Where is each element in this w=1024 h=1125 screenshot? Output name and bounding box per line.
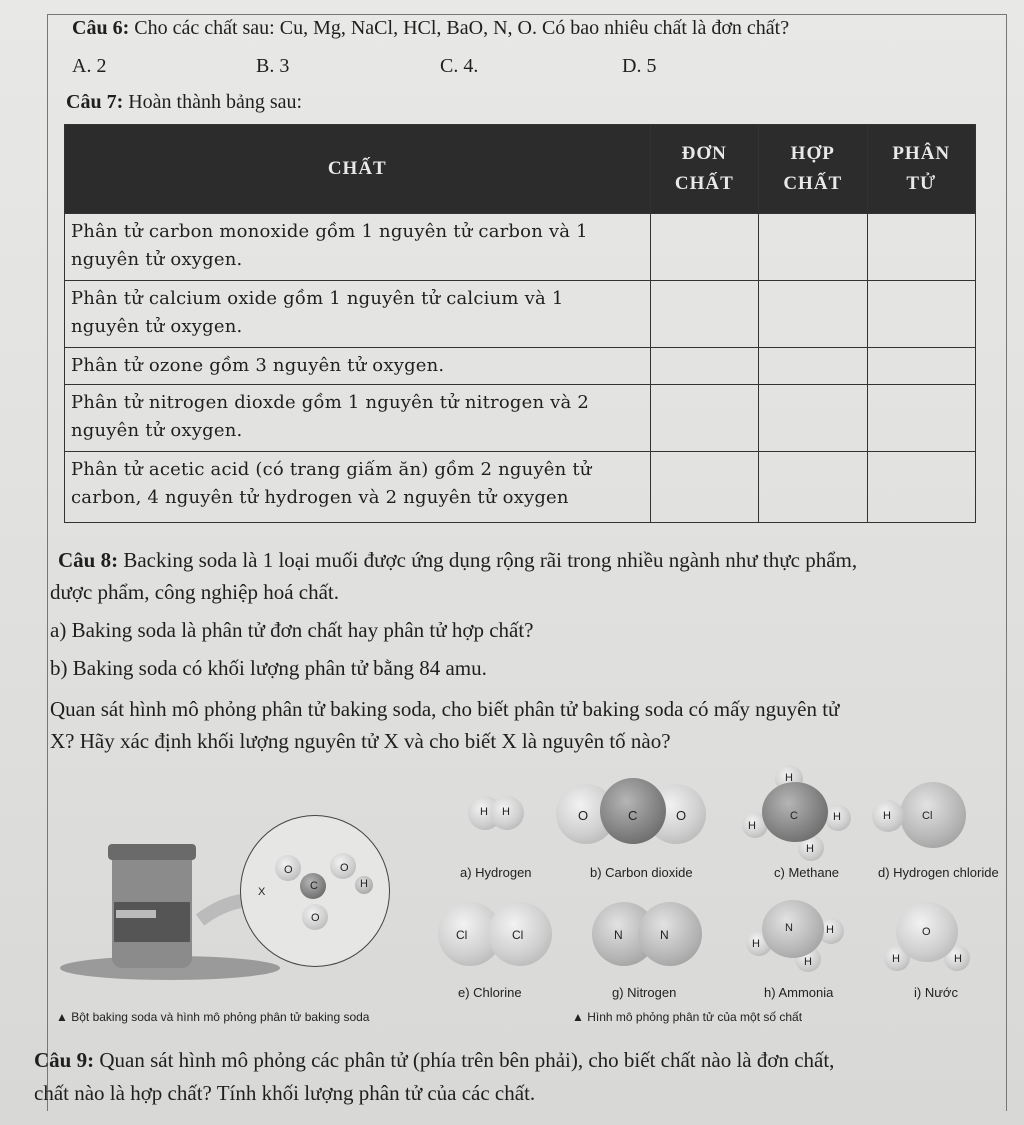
question-7 bbox=[66, 91, 302, 114]
methane-h-top-label: H bbox=[785, 772, 793, 784]
question-8-observe-2: X? Hãy xác định khối lượng nguyên tử X và cho biết X là nguyên tố nào? bbox=[50, 729, 671, 753]
ammonia-nitrogen bbox=[762, 900, 824, 958]
chlorine-atom-1-label: Cl bbox=[456, 928, 468, 942]
left-figure-caption-text: Bột baking soda và hình mô phỏng phân tử baking soda bbox=[71, 1010, 370, 1024]
header-don: ĐƠN bbox=[681, 143, 727, 164]
header-chat: CHẤT bbox=[65, 125, 651, 214]
header-phan-tu bbox=[867, 125, 976, 214]
nitrogen-atom-2-label: N bbox=[660, 928, 669, 942]
question-7-label: Câu 7: bbox=[66, 91, 124, 113]
ammonia-h-bottom-label: H bbox=[804, 956, 812, 968]
table-row bbox=[65, 281, 976, 348]
row-5-text bbox=[65, 452, 651, 523]
hydrogen-atom-2-label: H bbox=[502, 806, 510, 818]
question-8-line-2: dược phẩm, công nghiệp hoá chất. bbox=[50, 580, 339, 604]
atom-o-3-label: O bbox=[311, 912, 320, 924]
caption-nitrogen: g) Nitrogen bbox=[612, 985, 677, 1000]
methane-h-right-label: H bbox=[833, 811, 841, 823]
header-tu: TỬ bbox=[906, 173, 937, 194]
ammonia-nitrogen-label: N bbox=[785, 922, 793, 934]
caption-hydrogen-chloride: d) Hydrogen chloride bbox=[878, 865, 999, 880]
header-don-chat bbox=[650, 125, 758, 214]
hcl-hydrogen-label: H bbox=[883, 810, 891, 822]
question-9-label: Câu 9: bbox=[34, 1048, 95, 1072]
chlorine-atom-2-label: Cl bbox=[512, 928, 524, 942]
row-4-line-1: Phân tử nitrogen dioxde gồm 1 nguyên tử nitrogen và 2 bbox=[71, 392, 590, 413]
hcl-chlorine-label: Cl bbox=[922, 810, 933, 822]
header-hop-chat bbox=[759, 125, 867, 214]
row-1-don-chat-cell[interactable] bbox=[650, 214, 758, 281]
row-2-don-chat-cell[interactable] bbox=[650, 281, 758, 348]
right-figure-caption-text: Hình mô phỏng phân tử của một số chất bbox=[587, 1010, 803, 1024]
table-header-row bbox=[65, 125, 976, 214]
header-hop-chat-2: CHẤT bbox=[783, 173, 843, 194]
hcl-chlorine bbox=[900, 782, 966, 848]
caption-chlorine: e) Chlorine bbox=[458, 985, 522, 1000]
jar-label-text bbox=[116, 910, 156, 918]
row-1-line-2: nguyên tử oxygen. bbox=[71, 249, 243, 270]
question-9-line-1: Quan sát hình mô phỏng các phân tử (phía trên bên phải), cho biết chất nào là đơn chất, bbox=[99, 1048, 835, 1072]
water-h-right-label: H bbox=[954, 953, 962, 965]
row-4-phan-tu-cell[interactable] bbox=[867, 385, 976, 452]
header-phan: PHÂN bbox=[892, 143, 951, 164]
question-8 bbox=[58, 548, 857, 573]
table-row bbox=[65, 385, 976, 452]
methane-carbon-label: C bbox=[790, 810, 798, 822]
row-4-don-chat-cell[interactable] bbox=[650, 385, 758, 452]
question-8-observe-1: Quan sát hình mô phỏng phân tử baking soda, cho biết phân tử baking soda có mấy nguyên tử bbox=[50, 697, 840, 721]
row-5-line-1: Phân tử acetic acid (có trang giấm ăn) gồm 2 nguyên tử bbox=[71, 459, 592, 480]
row-2-phan-tu-cell[interactable] bbox=[867, 281, 976, 348]
row-3-don-chat-cell[interactable] bbox=[650, 348, 758, 385]
row-5-don-chat-cell[interactable] bbox=[650, 452, 758, 523]
row-2-line-1: Phân tử calcium oxide gồm 1 nguyên tử calcium và 1 bbox=[71, 288, 564, 309]
row-4-hop-chat-cell[interactable] bbox=[759, 385, 867, 452]
option-a: A. 2 bbox=[72, 55, 107, 77]
row-4-text bbox=[65, 385, 651, 452]
jar-lid bbox=[108, 844, 196, 860]
water-oxygen-label: O bbox=[922, 926, 931, 938]
question-9-line-2: chất nào là hợp chất? Tính khối lượng phân tử của các chất. bbox=[34, 1081, 536, 1105]
question-8-part-b: b) Baking soda có khối lượng phân tử bằng 84 amu. bbox=[50, 656, 487, 680]
caption-methane: c) Methane bbox=[774, 865, 840, 880]
caption-carbon-dioxide: b) Carbon dioxide bbox=[590, 865, 693, 880]
caption-hydrogen: a) Hydrogen bbox=[460, 865, 532, 880]
row-3-phan-tu-cell[interactable] bbox=[867, 348, 976, 385]
water-h-left-label: H bbox=[892, 953, 900, 965]
question-9 bbox=[34, 1048, 834, 1073]
header-don-chat-2: CHẤT bbox=[674, 173, 734, 194]
question-6-text: Cho các chất sau: Cu, Mg, NaCl, HCl, BaO, N, O. Có bao nhiêu chất là đơn chất? bbox=[134, 17, 790, 39]
row-1-text bbox=[65, 214, 651, 281]
nitrogen-atom-1-label: N bbox=[614, 928, 623, 942]
ammonia-h-right-label: H bbox=[826, 924, 834, 936]
row-3-text bbox=[65, 348, 651, 385]
row-1-line-1: Phân tử carbon monoxide gồm 1 nguyên tử carbon và 1 bbox=[71, 221, 588, 242]
header-hop: HỢP bbox=[790, 143, 835, 164]
question-8-line-1: Backing soda là 1 loại muối được ứng dụng rộng rãi trong nhiều ngành như thực phẩm, bbox=[123, 548, 858, 572]
table-row bbox=[65, 214, 976, 281]
caption-water: i) Nước bbox=[914, 985, 958, 1000]
classification-table bbox=[64, 124, 976, 523]
atom-o-1-label: O bbox=[284, 864, 293, 876]
nitrogen-atom-2 bbox=[638, 902, 702, 966]
hydrogen-atom-1-label: H bbox=[480, 806, 488, 818]
row-3-hop-chat-cell[interactable] bbox=[759, 348, 867, 385]
co2-oxygen-1-label: O bbox=[578, 808, 589, 823]
option-d: D. 5 bbox=[622, 55, 657, 77]
question-7-text: Hoàn thành bảng sau: bbox=[128, 91, 303, 113]
row-3-line-1: Phân tử ozone gồm 3 nguyên tử oxygen. bbox=[71, 355, 445, 376]
row-5-phan-tu-cell[interactable] bbox=[867, 452, 976, 523]
methane-h-left-label: H bbox=[748, 820, 756, 832]
option-c: C. 4. bbox=[440, 55, 479, 77]
option-b: B. 3 bbox=[256, 55, 290, 77]
row-2-text bbox=[65, 281, 651, 348]
row-2-hop-chat-cell[interactable] bbox=[759, 281, 867, 348]
table-row bbox=[65, 452, 976, 523]
caption-ammonia: h) Ammonia bbox=[764, 985, 834, 1000]
row-2-line-2: nguyên tử oxygen. bbox=[71, 316, 243, 337]
atom-o-2-label: O bbox=[340, 862, 349, 874]
atom-c-label: C bbox=[310, 880, 318, 892]
atom-x-label: X bbox=[258, 886, 266, 898]
row-1-phan-tu-cell[interactable] bbox=[867, 214, 976, 281]
methane-h-bottom-label: H bbox=[806, 843, 814, 855]
co2-carbon-label: C bbox=[628, 808, 638, 823]
ammonia-h-left-label: H bbox=[752, 938, 760, 950]
jar-label bbox=[114, 902, 190, 942]
row-1-hop-chat-cell[interactable] bbox=[759, 214, 867, 281]
question-6 bbox=[72, 17, 789, 40]
atom-h-label: H bbox=[360, 878, 368, 890]
co2-oxygen-2-label: O bbox=[676, 808, 687, 823]
table-row bbox=[65, 348, 976, 385]
right-figure-caption: ▲ Hình mô phỏng phân tử của một số chất bbox=[572, 1010, 803, 1024]
row-5-hop-chat-cell[interactable] bbox=[759, 452, 867, 523]
row-4-line-2: nguyên tử oxygen. bbox=[71, 420, 243, 441]
question-6-label: Câu 6: bbox=[72, 17, 130, 39]
row-5-line-2: carbon, 4 nguyên tử hydrogen và 2 nguyên tử oxygen bbox=[71, 487, 569, 508]
left-figure-caption: ▲ Bột baking soda và hình mô phỏng phân tử baking soda bbox=[56, 1010, 370, 1024]
question-8-label: Câu 8: bbox=[58, 548, 119, 572]
question-8-part-a: a) Baking soda là phân tử đơn chất hay phân tử hợp chất? bbox=[50, 618, 534, 642]
